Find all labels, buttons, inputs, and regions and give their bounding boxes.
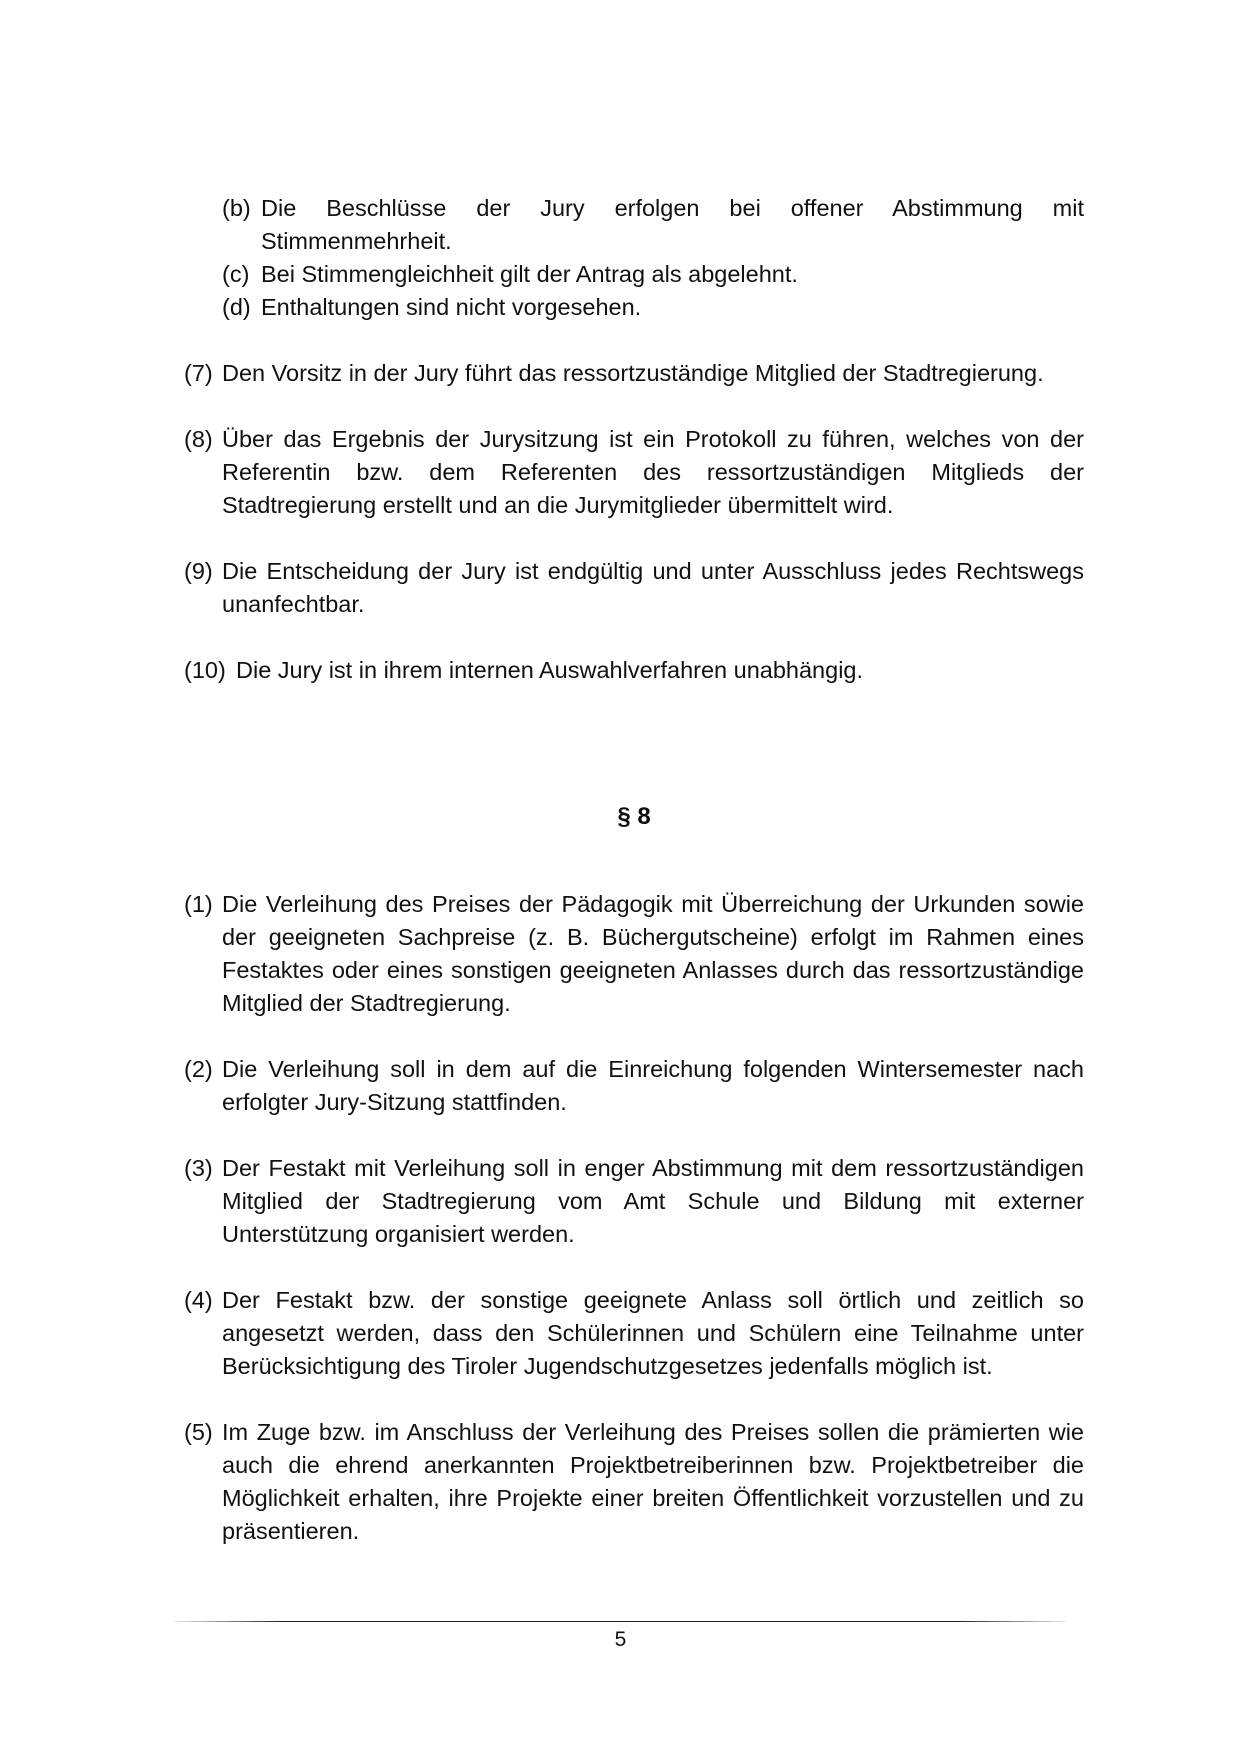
sub-item bbox=[222, 192, 1084, 258]
paragraph bbox=[184, 654, 1084, 687]
paragraph-marker: (5) bbox=[184, 1419, 213, 1445]
sub-item bbox=[222, 258, 1084, 291]
paragraph-marker: (8) bbox=[184, 426, 213, 452]
paragraph bbox=[184, 555, 1084, 621]
paragraph-text: Die Entscheidung der Jury ist endgültig und unter Ausschluss jedes Rechtswegs unanfechtbar. bbox=[222, 558, 1084, 617]
paragraph-text: Über das Ergebnis der Jurysitzung ist ein Protokoll zu führen, welches von der Referentin bzw. dem Referenten des ressortzuständigen Mitglieds der Stadtregierung erstellt und an die Jurymitglieder übermittelt wird. bbox=[222, 426, 1084, 518]
paragraph bbox=[184, 1053, 1084, 1119]
paragraph-marker: (4) bbox=[184, 1287, 213, 1313]
sub-item-marker: (b) bbox=[222, 195, 251, 221]
sub-item-text: Die Beschlüsse der Jury erfolgen bei offener Abstimmung mit Stimmenmehrheit. bbox=[261, 195, 1084, 254]
paragraph-text: Der Festakt mit Verleihung soll in enger Abstimmung mit dem ressortzuständigen Mitglied der Stadtregierung vom Amt Schule und Bildung mit externer Unterstützung organisiert werden. bbox=[222, 1155, 1084, 1247]
paragraph-text: Die Verleihung des Preises der Pädagogik mit Überreichung der Urkunden sowie der geeigneten Sachpreise (z. B. Büchergutscheine) erfolgt im Rahmen eines Festaktes oder eines sonstigen geeigneten Anlasses durch das ressortzuständige Mitglied der Stadtregierung. bbox=[222, 891, 1084, 1016]
paragraph bbox=[184, 423, 1084, 522]
paragraph-text: Den Vorsitz in der Jury führt das ressortzuständige Mitglied der Stadtregierung. bbox=[222, 360, 1044, 386]
paragraph-text: Im Zuge bzw. im Anschluss der Verleihung des Preises sollen die prämierten wie auch die ehrend anerkannten Projektbetreiberinnen bzw. Projektbetreiber die Möglichkeit erhalten, ihre Projekte einer breiten Öffentlichkeit vorzustellen und zu präsentieren. bbox=[222, 1419, 1084, 1544]
paragraph bbox=[184, 1284, 1084, 1383]
paragraph-text: Der Festakt bzw. der sonstige geeignete Anlass soll örtlich und zeitlich so angesetzt werden, dass den Schülerinnen und Schülern eine Teilnahme unter Berücksichtigung des Tiroler Jugendschutzgesetzes jedenfalls möglich ist. bbox=[222, 1287, 1084, 1379]
paragraph-marker: (3) bbox=[184, 1155, 213, 1181]
paragraph bbox=[184, 1152, 1084, 1251]
paragraph-marker: (1) bbox=[184, 891, 213, 917]
section-title: § 8 bbox=[617, 803, 651, 830]
sub-item-text: Bei Stimmengleichheit gilt der Antrag als abgelehnt. bbox=[261, 261, 798, 287]
sub-item bbox=[222, 291, 1084, 324]
paragraph bbox=[184, 357, 1084, 390]
paragraph-text: Die Jury ist in ihrem internen Auswahlverfahren unabhängig. bbox=[236, 657, 864, 683]
paragraph-marker: (9) bbox=[184, 558, 213, 584]
page-content bbox=[184, 192, 1084, 1548]
sub-item-marker: (d) bbox=[222, 294, 251, 320]
paragraph bbox=[184, 888, 1084, 1020]
sub-item-text: Enthaltungen sind nicht vorgesehen. bbox=[261, 294, 642, 320]
paragraph-marker: (2) bbox=[184, 1056, 213, 1082]
page-number: 5 bbox=[614, 1628, 627, 1651]
paragraph-marker: (7) bbox=[184, 360, 213, 386]
sub-item-marker: (c) bbox=[222, 261, 250, 287]
paragraph-text: Die Verleihung soll in dem auf die Einreichung folgenden Wintersemester nach erfolgter Jury-Sitzung stattfinden. bbox=[222, 1056, 1084, 1115]
paragraph-marker: (10) bbox=[184, 657, 226, 683]
sub-item-list bbox=[184, 192, 1084, 324]
footer-divider bbox=[175, 1621, 1065, 1622]
paragraph bbox=[184, 1416, 1084, 1548]
